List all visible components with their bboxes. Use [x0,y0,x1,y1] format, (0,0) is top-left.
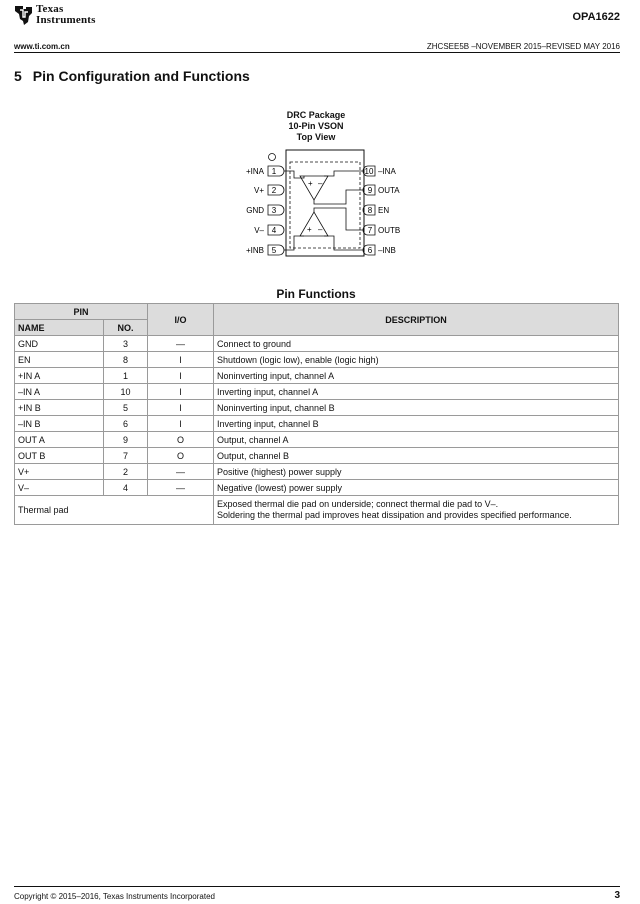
table-row: +IN B 5 I Noninverting input, channel B [15,400,619,416]
svg-text:1: 1 [271,167,277,176]
svg-text:–: – [318,225,323,234]
logo-text: Texas Instruments [36,3,96,26]
table-title: Pin Functions [276,287,356,301]
svg-text:OUTB: OUTB [378,226,401,235]
table-row: –IN A 10 I Inverting input, channel A [15,384,619,400]
part-number: OPA1622 [572,11,620,23]
svg-text:7: 7 [367,226,373,235]
table-row: –IN B 6 I Inverting input, channel B [15,416,619,432]
page-number: 3 [614,890,620,901]
svg-text:V+: V+ [253,186,264,195]
table-row: V– 4 — Negative (lowest) power supply [15,480,619,496]
left-pin-2 [254,185,284,195]
table-row-thermal: Thermal pad Exposed thermal die pad on underside; connect thermal die pad to V–. Soldering the thermal pad improves heat dissipation and provides specified performance. [15,496,619,525]
package-body [286,150,364,256]
left-pin-4 [254,225,284,235]
package-title: DRC Package 10-Pin VSON Top View [286,110,346,142]
header-rule [14,52,620,53]
left-pin-1 [246,166,284,176]
pin-functions-table [14,303,619,525]
left-pin-5 [246,245,284,255]
right-pin-7 [363,225,400,235]
right-pin-9 [363,185,400,195]
svg-text:9: 9 [367,186,373,195]
svg-text:–INB: –INB [378,246,396,255]
table-row: V+ 2 — Positive (highest) power supply [15,464,619,480]
amp-b-triangle [300,212,328,236]
svg-text:+: + [308,179,313,188]
internal-wiring [284,171,364,250]
website-link[interactable]: www.ti.com.cn [14,42,70,51]
header-description: DESCRIPTION [214,304,619,336]
copyright: Copyright © 2015–2016, Texas Instruments Incorporated [14,892,215,901]
header-name: NAME [15,320,104,336]
svg-text:5: 5 [271,246,277,255]
table-row: +IN A 1 I Noninverting input, channel A [15,368,619,384]
svg-text:+INA: +INA [245,167,264,176]
svg-text:6: 6 [367,246,373,255]
footer-rule [14,886,620,887]
header-no: NO. [104,320,148,336]
svg-text:4: 4 [271,226,277,235]
right-pin-10 [363,166,396,176]
svg-text:10: 10 [364,167,374,176]
document-number: ZHCSEE5B –NOVEMBER 2015–REVISED MAY 2016 [426,42,620,51]
svg-text:GND: GND [246,206,264,215]
table-row: GND 3 — Connect to ground [15,336,619,352]
table-row: EN 8 I Shutdown (logic low), enable (logic high) [15,352,619,368]
svg-text:–INA: –INA [378,167,396,176]
svg-text:EN: EN [378,206,390,215]
svg-text:8: 8 [367,206,373,215]
right-pin-6 [363,245,396,255]
svg-text:+INB: +INB [245,246,264,255]
svg-text:+: + [307,225,312,234]
header-io: I/O [148,304,214,336]
header-pin: PIN [15,304,148,320]
table-row: OUT A 9 O Output, channel A [15,432,619,448]
pin1-marker [269,154,276,161]
svg-text:2: 2 [271,186,277,195]
svg-text:OUTA: OUTA [378,186,400,195]
left-pin-3 [246,205,284,215]
svg-text:V–: V– [254,226,264,235]
pinout-diagram [230,146,410,260]
ti-logo-icon [14,4,34,26]
svg-text:3: 3 [271,206,277,215]
table-row: OUT B 7 O Output, channel B [15,448,619,464]
amp-a-triangle [300,176,328,200]
svg-text:–: – [318,179,323,188]
section-heading: 5 Pin Configuration and Functions [14,68,250,84]
ti-logo [14,3,132,29]
right-pin-8 [363,205,389,215]
